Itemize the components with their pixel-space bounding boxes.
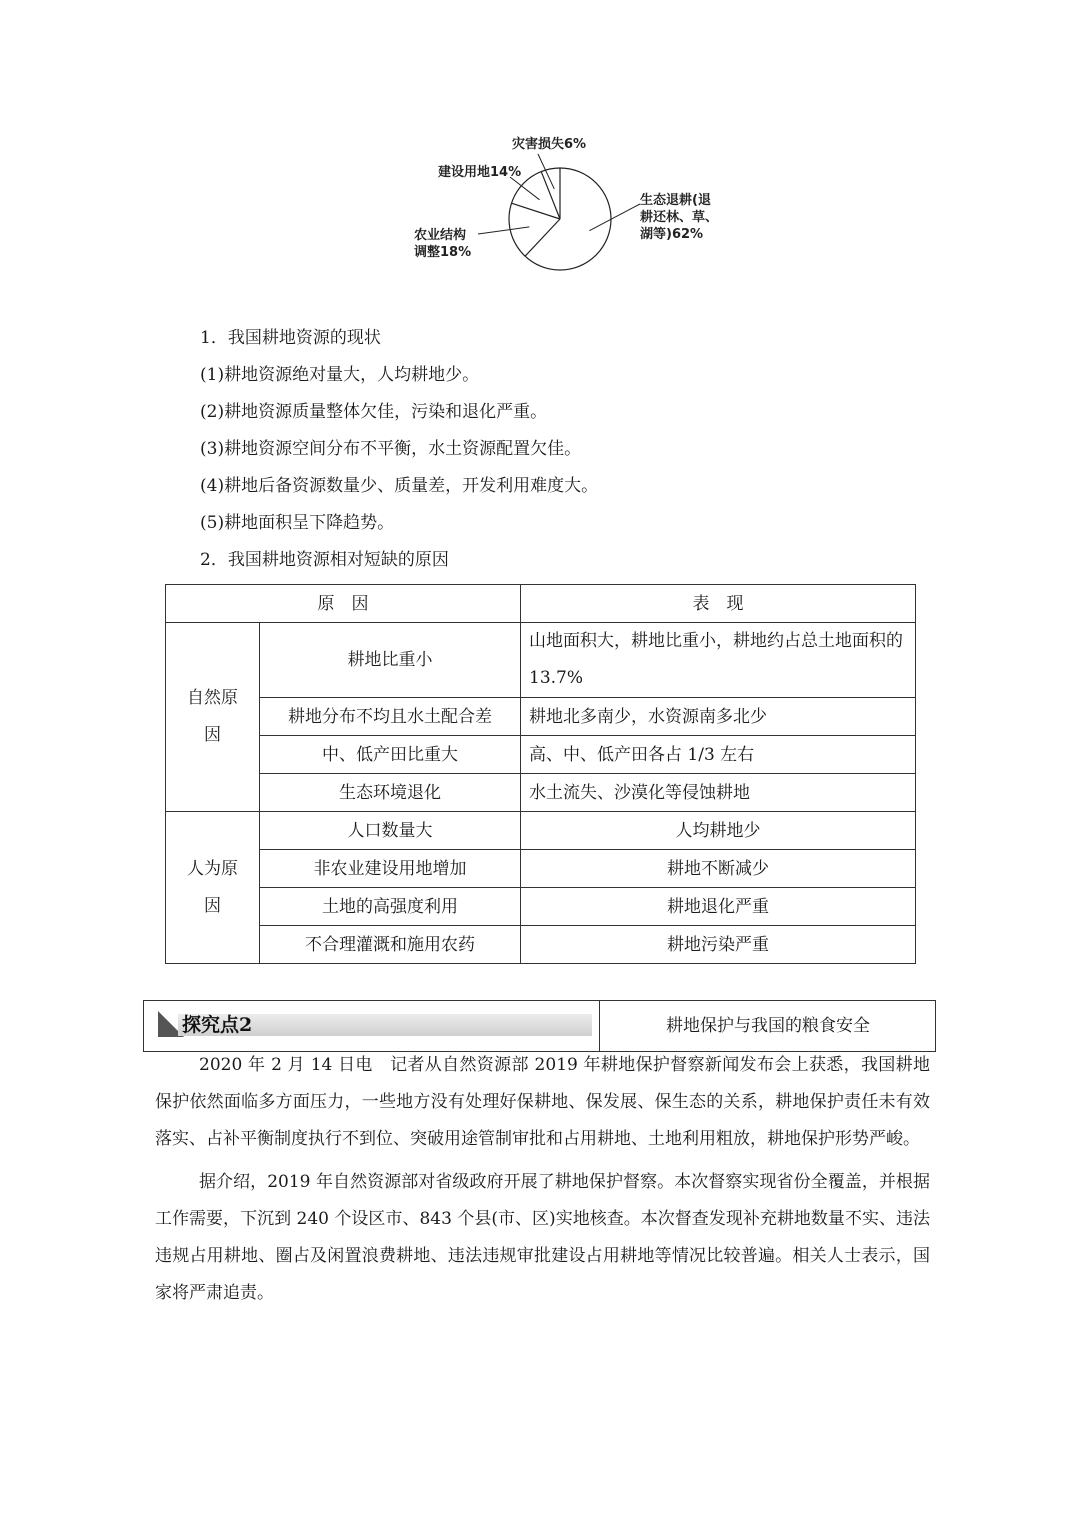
section1-item: (3)耕地资源空间分布不平衡，水土资源配置欠佳。 [200, 439, 582, 459]
reason-cell: 非农业建设用地增加 [260, 850, 521, 888]
show-cell: 耕地污染严重 [521, 926, 916, 964]
table-row [166, 698, 916, 736]
section1-item: (2)耕地资源质量整体欠佳，污染和退化严重。 [200, 402, 548, 422]
show-cell: 耕地退化严重 [521, 888, 916, 926]
article-paragraph-2: 据介绍，2019 年自然资源部对省级政府开展了耕地保护督察。本次督察实现省份全覆盖，并根据工作需要，下沉到 240 个设区市、843 个县(市、区)实地核查。本次督查发现补充耕地数量不实、违法违规占用耕地、圈占及闲置浪费耕地、违法违规审批建设占用耕地等情况比较普遍。相关人士表示，国家将严肃追责。 [155, 1172, 930, 1303]
label-ecology [640, 192, 718, 243]
label-agri-line1: 农业结构 [414, 228, 467, 243]
section1-heading: 1．我国耕地资源的现状 [200, 328, 381, 348]
label-ecology-line2: 耕还林、草、 [640, 210, 719, 225]
label-ecology-line1: 生态退耕(退 [640, 193, 711, 208]
header-show: 表 现 [521, 585, 916, 623]
banner-tag [158, 1011, 592, 1039]
label-agri-line2: 调整18% [414, 245, 472, 260]
table-row [166, 774, 916, 812]
show-cell: 高、中、低产田各占 1/3 左右 [521, 736, 916, 774]
banner-tag-text: 探究点2 [182, 1014, 253, 1036]
article [155, 1047, 930, 1312]
banner-title: 耕地保护与我国的粮食安全 [666, 1016, 870, 1036]
label-agri [414, 227, 471, 261]
table-row [166, 850, 916, 888]
table-row [166, 888, 916, 926]
label-construction: 建设用地14% [438, 165, 522, 180]
section1-item: (5)耕地面积呈下降趋势。 [200, 513, 395, 533]
category-human: 人为原因 [166, 812, 260, 964]
reason-cell: 耕地分布不均且水土配合差 [260, 698, 521, 736]
reason-cell: 生态环境退化 [260, 774, 521, 812]
reason-cell: 人口数量大 [260, 812, 521, 850]
table-row [166, 623, 916, 698]
label-disaster: 灾害损失6% [512, 137, 587, 152]
show-cell: 人均耕地少 [521, 812, 916, 850]
section2-heading: 2．我国耕地资源相对短缺的原因 [200, 550, 449, 570]
section1-item: (1)耕地资源绝对量大，人均耕地少。 [200, 365, 480, 385]
table-row [166, 736, 916, 774]
table-row [166, 926, 916, 964]
table-row [166, 812, 916, 850]
label-ecology-line3: 湖等)62% [640, 227, 704, 242]
category-natural: 自然原因 [166, 623, 260, 812]
header-reason: 原 因 [166, 585, 521, 623]
section-banner [143, 1000, 936, 1052]
reason-cell: 中、低产田比重大 [260, 736, 521, 774]
pie-chart [400, 120, 740, 290]
reasons-table [165, 584, 916, 964]
reason-cell: 土地的高强度利用 [260, 888, 521, 926]
article-paragraph-1: 2020 年 2 月 14 日电 记者从自然资源部 2019 年耕地保护督察新闻发布会上获悉，我国耕地保护依然面临多方面压力，一些地方没有处理好保耕地、保发展、保生态的关系，耕地保护责任未有效落实、占补平衡制度执行不到位、突破用途管制审批和占用耕地、土地利用粗放，耕地保护形势严峻。 [155, 1055, 930, 1149]
show-cell: 耕地北多南少，水资源南多北少 [521, 698, 916, 736]
show-cell: 水土流失、沙漠化等侵蚀耕地 [521, 774, 916, 812]
section1-item: (4)耕地后备资源数量少、质量差，开发利用难度大。 [200, 476, 599, 496]
table-header-row [166, 585, 916, 623]
show-cell: 山地面积大，耕地比重小，耕地约占总土地面积的 13.7% [521, 623, 916, 698]
reason-cell: 耕地比重小 [260, 623, 521, 698]
show-cell: 耕地不断减少 [521, 850, 916, 888]
reason-cell: 不合理灌溉和施用农药 [260, 926, 521, 964]
